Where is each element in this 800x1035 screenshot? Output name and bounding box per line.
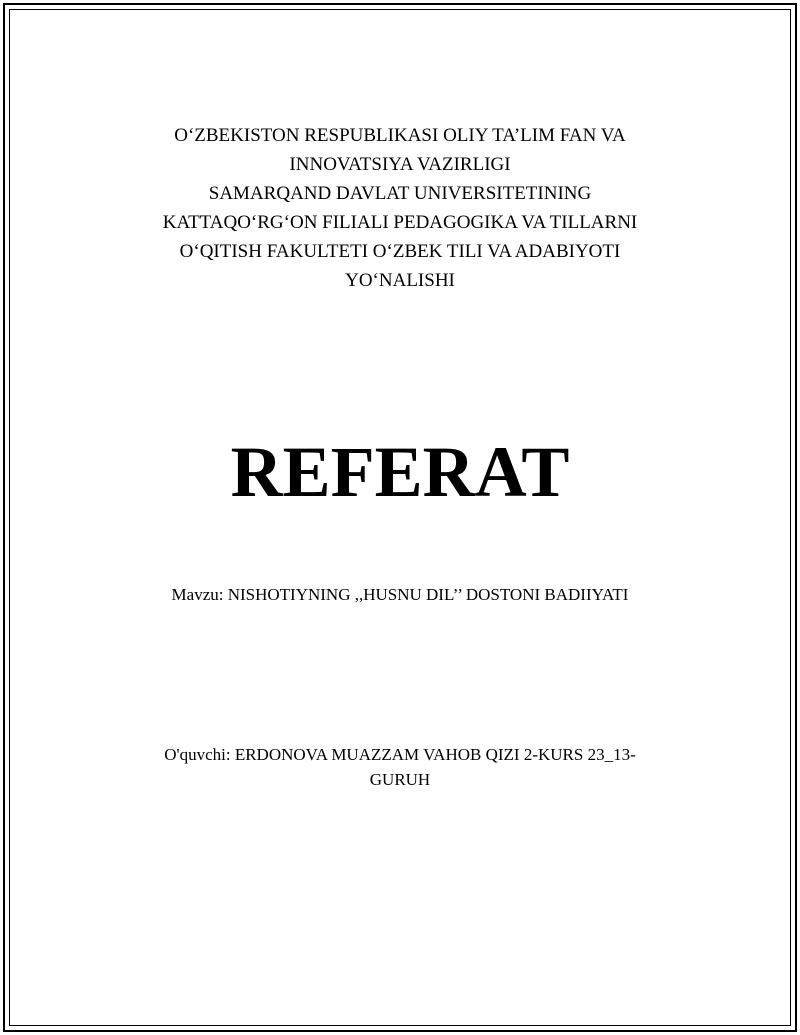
institution-header-line-4: KATTAQO‘RG‘ON FILIALI PEDAGOGIKA VA TILLARNI bbox=[162, 212, 638, 233]
student-info-line-2: GURUH bbox=[369, 770, 431, 789]
institution-header bbox=[100, 121, 700, 295]
document-title: REFERAT bbox=[230, 432, 570, 512]
student-info-line-1: O'quvchi: ERDONOVA MUAZZAM VAHOB QIZI 2-KURS 23_13- bbox=[164, 745, 636, 764]
topic-line: Mavzu: NISHOTIYNING ,,HUSNU DIL’’ DOSTONI BADIIYATI bbox=[171, 585, 629, 604]
institution-header-line-5: O‘QITISH FAKULTETI O‘ZBEK TILI VA ADABIYOTI bbox=[179, 241, 621, 262]
student-info bbox=[100, 742, 700, 792]
institution-header-line-1: O‘ZBEKISTON RESPUBLIKASI OLIY TA’LIM FAN VA bbox=[174, 125, 626, 146]
institution-header-line-2: INNOVATSIYA VAZIRLIGI bbox=[289, 154, 511, 175]
institution-header-line-3: SAMARQAND DAVLAT UNIVERSITETINING bbox=[208, 183, 592, 204]
institution-header-line-6: YO‘NALISHI bbox=[345, 270, 455, 291]
